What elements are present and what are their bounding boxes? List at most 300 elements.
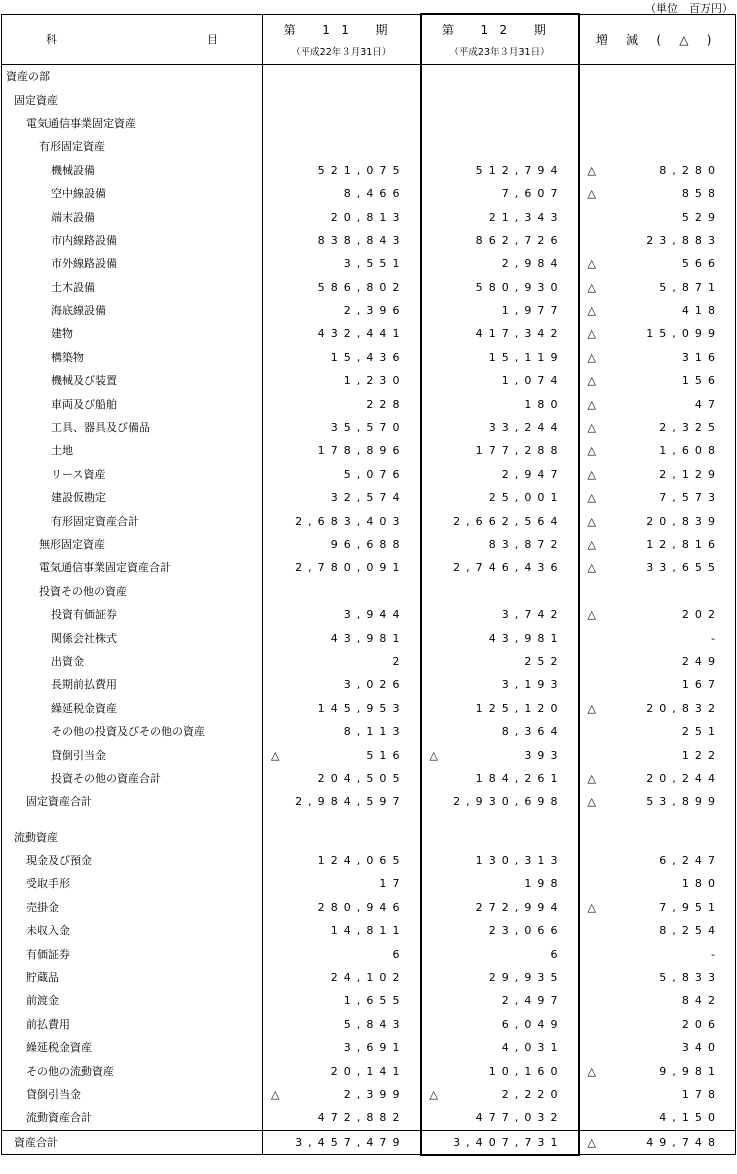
cell-value: 5,076 xyxy=(343,467,406,481)
negative-mark: △ xyxy=(429,1087,438,1101)
value-period-11 xyxy=(263,65,421,89)
value-change xyxy=(579,159,736,182)
value-change xyxy=(579,135,736,158)
value-period-11 xyxy=(263,416,421,439)
cell-value: 9,981 xyxy=(659,1064,721,1078)
table-row xyxy=(2,767,736,790)
value-change xyxy=(579,322,736,345)
table-row xyxy=(2,1059,736,1082)
row-label: 長期前払費用 xyxy=(2,673,263,696)
value-change xyxy=(579,65,736,89)
total-change xyxy=(579,1130,736,1155)
cell-value: 316 xyxy=(681,350,721,364)
value-period-11 xyxy=(263,159,421,182)
value-period-12 xyxy=(421,509,579,532)
cell-value: 566 xyxy=(681,257,721,271)
value-change xyxy=(579,849,736,872)
cell-value: 272,994 xyxy=(475,900,564,914)
row-label: 土木設備 xyxy=(2,276,263,299)
table-row xyxy=(2,966,736,989)
cell-value: 2,683,403 xyxy=(295,514,406,528)
cell-value: 2,129 xyxy=(659,467,721,481)
cell-value: 1,608 xyxy=(659,444,721,458)
header-period-12-date: （平成23年３月31日） xyxy=(449,47,550,58)
table-row xyxy=(2,814,736,826)
table-row xyxy=(2,369,736,392)
negative-mark: △ xyxy=(587,538,596,551)
cell-value: 1,977 xyxy=(501,304,564,318)
cell-value: 4,031 xyxy=(501,1041,564,1055)
value-change xyxy=(579,252,736,275)
table-row xyxy=(2,322,736,345)
cell-value: 180 xyxy=(681,877,721,891)
row-label: 構築物 xyxy=(2,346,263,369)
cell-value: 280,946 xyxy=(317,900,406,914)
cell-value: 858 xyxy=(681,187,721,201)
cell-value: 418 xyxy=(681,304,721,318)
header-period-11-date: （平成22年３月31日） xyxy=(291,46,392,58)
cell-value: 417,342 xyxy=(475,327,564,341)
row-label: 受取手形 xyxy=(2,872,263,895)
cell-value: 20,813 xyxy=(330,210,406,224)
table-row xyxy=(2,1083,736,1106)
cell-value: 177,288 xyxy=(475,444,564,458)
value-change xyxy=(579,299,736,322)
row-label: 流動資産 xyxy=(2,826,263,849)
value-period-12 xyxy=(421,966,579,989)
value-period-12 xyxy=(421,767,579,790)
cell-value: 167 xyxy=(681,678,721,692)
cell-value: - xyxy=(710,631,721,645)
value-period-12 xyxy=(421,135,579,158)
table-row xyxy=(2,580,736,603)
table-row xyxy=(2,159,736,182)
cell-value: 8,280 xyxy=(659,163,721,177)
row-label: 工具、器具及び備品 xyxy=(2,416,263,439)
value-period-12 xyxy=(421,826,579,849)
value-period-11 xyxy=(263,650,421,673)
cell-value: 25,001 xyxy=(488,491,564,505)
negative-mark: △ xyxy=(587,701,596,715)
cell-value: 7,951 xyxy=(659,900,721,914)
row-label: 有価証券 xyxy=(2,942,263,965)
value-period-12 xyxy=(421,252,579,275)
header-period-12-label: 第 12 期 xyxy=(441,23,558,37)
table-row xyxy=(2,989,736,1012)
cell-value: 838,843 xyxy=(317,233,406,247)
value-period-11 xyxy=(263,1083,421,1106)
row-label: その他の投資及びその他の資産 xyxy=(2,720,263,743)
row-label: 固定資産 xyxy=(2,88,263,111)
value-period-11 xyxy=(263,135,421,158)
value-period-11 xyxy=(263,1106,421,1130)
cell-value: 2,497 xyxy=(501,994,564,1008)
table-row xyxy=(2,603,736,626)
cell-value: 20,141 xyxy=(330,1064,406,1078)
row-label: 端末設備 xyxy=(2,205,263,228)
cell-value: 529 xyxy=(681,210,721,224)
value-period-11 xyxy=(263,205,421,228)
cell-value: - xyxy=(710,947,721,961)
table-row xyxy=(2,720,736,743)
value-change xyxy=(579,463,736,486)
value-period-11 xyxy=(263,369,421,392)
value-period-12 xyxy=(421,182,579,205)
row-label: 機械設備 xyxy=(2,159,263,182)
row-label: 貯蔵品 xyxy=(2,966,263,989)
value-period-11 xyxy=(263,182,421,205)
header-period-12 xyxy=(421,14,579,65)
negative-mark: △ xyxy=(587,327,596,341)
total-period-12 xyxy=(421,1130,579,1155)
cell-value: 20,244 xyxy=(646,771,721,785)
cell-value: 83,872 xyxy=(488,538,564,551)
negative-mark: △ xyxy=(587,491,596,505)
negative-mark: △ xyxy=(271,1087,280,1101)
value-period-11 xyxy=(263,88,421,111)
cell-value: 580,930 xyxy=(475,280,564,294)
negative-mark: △ xyxy=(587,304,596,318)
row-label: 投資その他の資産合計 xyxy=(2,767,263,790)
cell-value: 96,688 xyxy=(330,538,406,551)
cell-value: 2,325 xyxy=(659,421,721,435)
row-label: 有形固定資産合計 xyxy=(2,509,263,532)
row-label: 空中線設備 xyxy=(2,182,263,205)
cell-value: 1,230 xyxy=(343,374,406,388)
row-label: 関係会社株式 xyxy=(2,626,263,649)
value-period-11 xyxy=(263,486,421,509)
value-change xyxy=(579,205,736,228)
value-change xyxy=(579,1083,736,1106)
negative-mark: △ xyxy=(587,608,596,622)
row-label: 前払費用 xyxy=(2,1013,263,1036)
header-period-11-label: 第 11 期 xyxy=(283,22,399,37)
value-period-12 xyxy=(421,1013,579,1036)
balance-sheet-table xyxy=(1,13,736,1156)
value-change xyxy=(579,229,736,252)
cell-value: 3,407,731 xyxy=(453,1135,564,1149)
table-row xyxy=(2,392,736,415)
row-label: 土地 xyxy=(2,439,263,462)
header-change xyxy=(579,14,736,65)
row-label: 市外線路設備 xyxy=(2,252,263,275)
table-row xyxy=(2,1106,736,1130)
value-period-11 xyxy=(263,872,421,895)
cell-value: 3,193 xyxy=(501,678,564,692)
value-change xyxy=(579,88,736,111)
value-period-12 xyxy=(421,439,579,462)
cell-value: 29,935 xyxy=(488,971,564,985)
cell-value: 35,570 xyxy=(330,421,406,435)
table-row xyxy=(2,650,736,673)
value-period-11 xyxy=(263,743,421,766)
header-subject-left: 科 xyxy=(46,33,57,47)
cell-value: 586,802 xyxy=(317,280,406,294)
cell-value: 2,780,091 xyxy=(295,561,406,575)
table-row xyxy=(2,556,736,579)
cell-value: 252 xyxy=(524,654,564,668)
row-label: 投資その他の資産 xyxy=(2,580,263,603)
table-row xyxy=(2,942,736,965)
value-period-12 xyxy=(421,626,579,649)
table-row xyxy=(2,299,736,322)
value-change xyxy=(579,533,736,556)
cell-value: 12,816 xyxy=(646,538,721,551)
value-period-12 xyxy=(421,814,579,826)
value-change xyxy=(579,720,736,743)
value-change xyxy=(579,392,736,415)
value-period-12 xyxy=(421,556,579,579)
cell-value: 15,099 xyxy=(646,327,721,341)
cell-value: 15,119 xyxy=(488,350,564,364)
cell-value: 198 xyxy=(524,877,564,891)
value-period-11 xyxy=(263,790,421,813)
row-label: 建設仮勘定 xyxy=(2,486,263,509)
value-change xyxy=(579,276,736,299)
value-period-12 xyxy=(421,673,579,696)
row-label: 出資金 xyxy=(2,650,263,673)
value-change xyxy=(579,346,736,369)
value-period-12 xyxy=(421,743,579,766)
cell-value: 5,833 xyxy=(659,971,721,985)
cell-value: 4,150 xyxy=(659,1111,721,1125)
cell-value: 20,832 xyxy=(646,701,721,715)
table-row xyxy=(2,205,736,228)
value-period-11 xyxy=(263,276,421,299)
cell-value: 43,981 xyxy=(488,631,564,645)
value-period-11 xyxy=(263,252,421,275)
cell-value: 20,839 xyxy=(646,514,721,528)
cell-value: 251 xyxy=(681,725,721,739)
cell-value: 47 xyxy=(694,397,721,411)
table-row xyxy=(2,252,736,275)
cell-value: 14,811 xyxy=(330,924,406,938)
cell-value: 15,436 xyxy=(330,350,406,364)
value-change xyxy=(579,1036,736,1059)
cell-value: 5,871 xyxy=(659,280,721,294)
cell-value: 7,607 xyxy=(501,187,564,201)
negative-mark: △ xyxy=(587,467,596,481)
value-period-12 xyxy=(421,88,579,111)
value-change xyxy=(579,509,736,532)
total-label: 資産合計 xyxy=(2,1130,263,1155)
cell-value: 2 xyxy=(392,654,406,668)
row-label: 売掛金 xyxy=(2,896,263,919)
cell-value: 122 xyxy=(681,748,721,762)
cell-value: 53,899 xyxy=(646,795,721,809)
row-label: 貸倒引当金 xyxy=(2,1083,263,1106)
value-period-11 xyxy=(263,826,421,849)
cell-value: 145,953 xyxy=(317,701,406,715)
cell-value: 6,247 xyxy=(659,854,721,868)
cell-value: 125,120 xyxy=(475,701,564,715)
value-period-11 xyxy=(263,556,421,579)
value-change xyxy=(579,439,736,462)
cell-value: 124,065 xyxy=(317,854,406,868)
negative-mark: △ xyxy=(587,1064,596,1078)
cell-value: 8,113 xyxy=(343,725,406,739)
table-row xyxy=(2,276,736,299)
cell-value: 3,944 xyxy=(343,608,406,622)
row-label: 建物 xyxy=(2,322,263,345)
value-period-12 xyxy=(421,533,579,556)
total-row xyxy=(2,1130,736,1155)
value-period-11 xyxy=(263,112,421,135)
table-row xyxy=(2,1036,736,1059)
value-period-11 xyxy=(263,720,421,743)
value-period-11 xyxy=(263,463,421,486)
value-change xyxy=(579,603,736,626)
cell-value: 202 xyxy=(681,608,721,622)
negative-mark: △ xyxy=(587,187,596,201)
value-change xyxy=(579,942,736,965)
cell-value: 130,313 xyxy=(475,854,564,868)
cell-value: 521,075 xyxy=(317,163,406,177)
value-period-11 xyxy=(263,942,421,965)
value-change xyxy=(579,673,736,696)
negative-mark: △ xyxy=(587,795,596,809)
value-change xyxy=(579,767,736,790)
cell-value: 5,843 xyxy=(343,1017,406,1031)
cell-value: 8,254 xyxy=(659,924,721,938)
cell-value: 2,947 xyxy=(501,467,564,481)
table-row xyxy=(2,88,736,111)
row-label: 投資有価証券 xyxy=(2,603,263,626)
row-label: 市内線路設備 xyxy=(2,229,263,252)
cell-value: 204,505 xyxy=(317,771,406,785)
value-period-12 xyxy=(421,1059,579,1082)
value-period-12 xyxy=(421,322,579,345)
cell-value: 1,074 xyxy=(501,374,564,388)
negative-mark: △ xyxy=(587,257,596,271)
negative-mark: △ xyxy=(587,280,596,294)
value-change xyxy=(579,112,736,135)
value-period-12 xyxy=(421,919,579,942)
value-change xyxy=(579,919,736,942)
value-period-11 xyxy=(263,439,421,462)
negative-mark: △ xyxy=(587,1136,596,1150)
value-change xyxy=(579,369,736,392)
table-row xyxy=(2,346,736,369)
table-row xyxy=(2,872,736,895)
cell-value: 10,160 xyxy=(488,1064,564,1078)
value-period-12 xyxy=(421,369,579,392)
value-period-11 xyxy=(263,392,421,415)
value-period-12 xyxy=(421,849,579,872)
value-change xyxy=(579,626,736,649)
row-label: 無形固定資産 xyxy=(2,533,263,556)
negative-mark: △ xyxy=(587,561,596,575)
value-period-11 xyxy=(263,1036,421,1059)
cell-value: 33,655 xyxy=(646,561,721,575)
value-change xyxy=(579,743,736,766)
table-row xyxy=(2,65,736,89)
value-period-12 xyxy=(421,697,579,720)
value-period-11 xyxy=(263,626,421,649)
value-period-11 xyxy=(263,346,421,369)
value-period-11 xyxy=(263,603,421,626)
value-period-11 xyxy=(263,1013,421,1036)
cell-value: 32,574 xyxy=(330,491,406,505)
value-period-12 xyxy=(421,416,579,439)
cell-value: 3,026 xyxy=(343,678,406,692)
cell-value: 249 xyxy=(681,654,721,668)
row-label xyxy=(2,814,263,826)
value-period-12 xyxy=(421,486,579,509)
value-period-11 xyxy=(263,533,421,556)
cell-value: 862,726 xyxy=(475,233,564,247)
value-period-11 xyxy=(263,299,421,322)
value-period-11 xyxy=(263,509,421,532)
value-period-12 xyxy=(421,159,579,182)
value-change xyxy=(579,416,736,439)
table-row xyxy=(2,229,736,252)
value-period-12 xyxy=(421,1106,579,1130)
value-period-11 xyxy=(263,966,421,989)
table-row xyxy=(2,919,736,942)
table-row xyxy=(2,826,736,849)
cell-value: 340 xyxy=(681,1041,721,1055)
row-label: 車両及び船舶 xyxy=(2,392,263,415)
cell-value: 24,102 xyxy=(330,971,406,985)
row-label: 繰延税金資産 xyxy=(2,1036,263,1059)
row-label: 未収入金 xyxy=(2,919,263,942)
cell-value: 516 xyxy=(366,748,406,762)
cell-value: 228 xyxy=(366,397,406,411)
cell-value: 842 xyxy=(681,994,721,1008)
value-period-12 xyxy=(421,276,579,299)
header-subject xyxy=(2,14,263,65)
cell-value: 23,883 xyxy=(646,233,721,247)
table-row xyxy=(2,849,736,872)
value-change xyxy=(579,486,736,509)
negative-mark: △ xyxy=(587,397,596,411)
cell-value: 178 xyxy=(681,1087,721,1101)
row-label: 流動資産合計 xyxy=(2,1106,263,1130)
table-header xyxy=(2,14,736,65)
negative-mark: △ xyxy=(587,350,596,364)
value-change xyxy=(579,826,736,849)
negative-mark: △ xyxy=(587,444,596,458)
row-label: 資産の部 xyxy=(2,65,263,89)
negative-mark: △ xyxy=(587,163,596,177)
cell-value: 6,049 xyxy=(501,1017,564,1031)
cell-value: 8,466 xyxy=(343,187,406,201)
value-period-12 xyxy=(421,299,579,322)
value-change xyxy=(579,182,736,205)
value-period-12 xyxy=(421,346,579,369)
value-period-12 xyxy=(421,1083,579,1106)
cell-value: 49,748 xyxy=(646,1136,721,1150)
value-change xyxy=(579,556,736,579)
table-row xyxy=(2,743,736,766)
value-period-12 xyxy=(421,65,579,89)
cell-value: 2,746,436 xyxy=(453,561,564,575)
value-period-12 xyxy=(421,942,579,965)
cell-value: 432,441 xyxy=(317,327,406,341)
value-period-11 xyxy=(263,697,421,720)
value-period-11 xyxy=(263,580,421,603)
value-period-12 xyxy=(421,650,579,673)
table-row xyxy=(2,533,736,556)
header-change-label: 増 減 ( △ ) xyxy=(595,32,719,47)
table-row xyxy=(2,1013,736,1036)
table-row xyxy=(2,182,736,205)
row-label: リース資産 xyxy=(2,463,263,486)
cell-value: 33,244 xyxy=(488,421,564,435)
cell-value: 21,343 xyxy=(488,210,564,224)
unit-label: （単位 百万円） xyxy=(645,2,733,15)
